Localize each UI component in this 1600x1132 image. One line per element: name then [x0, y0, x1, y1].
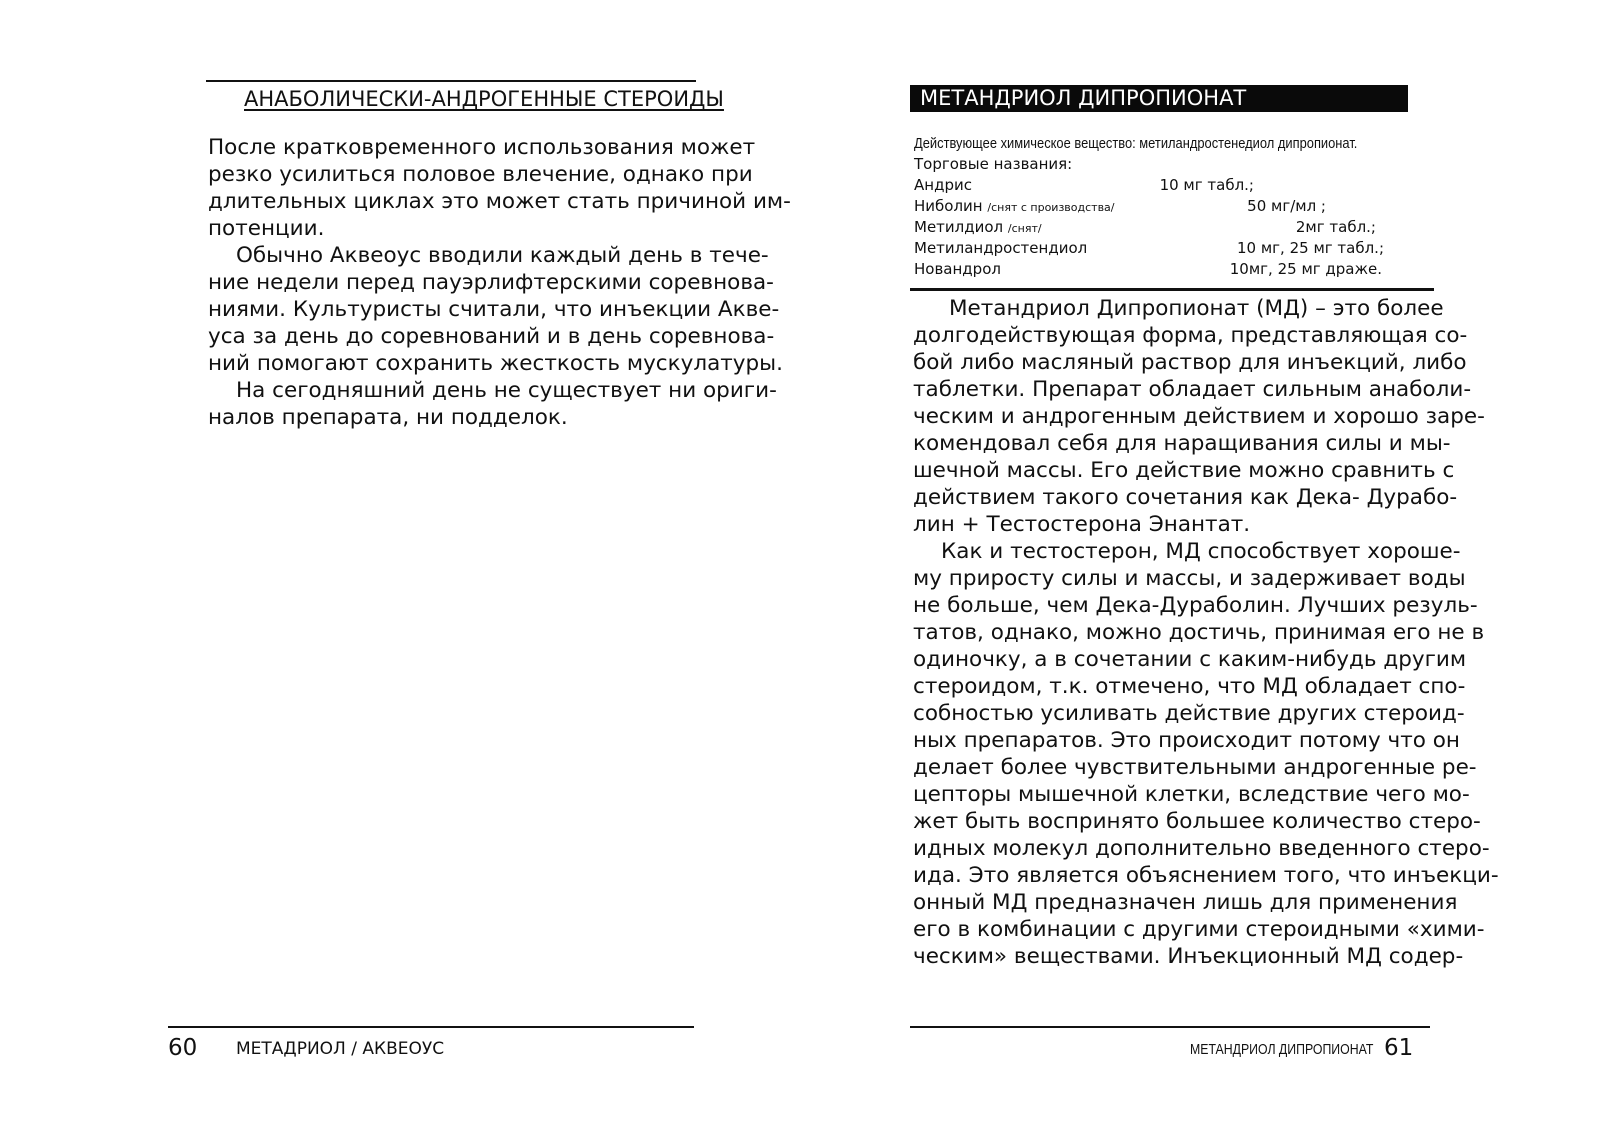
- body-line: лин + Тестостерона Энантат.: [913, 512, 1251, 537]
- body-line: собностью усиливать действие других стероид-: [913, 701, 1465, 726]
- body-line: му приросту силы и массы, и задерживает воды: [913, 566, 1466, 591]
- trade-name: Метилдиол /снят/: [914, 218, 1042, 236]
- body-line: цепторы мышечной клетки, вследствие чего мо-: [913, 782, 1470, 807]
- chapter-title-bar: МЕТАНДРИОЛ ДИПРОПИОНАТ: [910, 85, 1408, 112]
- trade-dose: 2мг табл.;: [1295, 218, 1376, 236]
- trade-name-row: [914, 238, 1444, 259]
- body-line: длительных циклах это может стать причиной им-: [208, 189, 791, 214]
- active-substance: Действующее химическое вещество: метиландростенедиол дипропионат.: [914, 135, 1358, 152]
- body-line: не больше, чем Дека-Дураболин. Лучших резуль-: [913, 593, 1478, 618]
- body-line: действием такого сочетания как Дека- Дурабо-: [913, 485, 1458, 510]
- right-page: [800, 0, 1600, 1132]
- page-number-right: 61: [1384, 1035, 1414, 1061]
- body-line: таблетки. Препарат обладает сильным анаболи-: [913, 377, 1472, 402]
- footer-title-right: МЕТАНДРИОЛ ДИПРОПИОНАТ: [1190, 1041, 1374, 1058]
- body-line: ческим и андрогенным действием и хорошо заре-: [913, 404, 1485, 429]
- body-line: идных молекул дополнительно введенного стеро-: [913, 836, 1490, 861]
- body-line: резко усилиться половое влечение, однако при: [208, 162, 753, 187]
- trade-name: Ниболин /снят с производства/: [914, 197, 1115, 215]
- body-line: онный МД предназначен лишь для применения: [913, 890, 1458, 915]
- trade-name: Метиландростендиол: [914, 239, 1088, 257]
- body-line: комендовал себя для наращивания силы и мы-: [913, 431, 1451, 456]
- body-line: его в комбинации с другими стероидными «хими-: [913, 917, 1485, 942]
- right-body-text: [913, 295, 1499, 970]
- trade-dose: 10мг, 25 мг драже.: [1229, 260, 1382, 278]
- running-head-left: АНАБОЛИЧЕСКИ-АНДРОГЕННЫЕ СТЕРОИДЫ: [206, 80, 696, 112]
- page-number-left: 60: [168, 1035, 198, 1061]
- trade-dose: 10 мг, 25 мг табл.;: [1237, 239, 1384, 257]
- body-line: ний помогают сохранить жесткость мускулатуры.: [208, 351, 783, 376]
- trade-name-row: [914, 196, 1444, 217]
- body-line: ных препаратов. Это происходит потому что он: [913, 728, 1460, 753]
- footer-title-left: МЕТАДРИОЛ / АКВЕОУС: [236, 1039, 445, 1059]
- body-line: стероидом, т.к. отмечено, что МД обладает спо-: [913, 674, 1466, 699]
- body-line: одиночку, а в сочетании с каким-нибудь другим: [913, 647, 1467, 672]
- body-line: уса за день до соревнований и в день соревнова-: [208, 324, 775, 349]
- body-line: бой либо масляный раствор для инъекций, либо: [913, 350, 1467, 375]
- footer-rule-right: [910, 1026, 1430, 1028]
- body-line: долгодействующая форма, представляющая со-: [913, 323, 1468, 348]
- trade-name-row: [914, 259, 1444, 280]
- trade-dose: 50 мг/мл ;: [1247, 197, 1326, 215]
- drug-info-block: [914, 133, 1444, 280]
- trade-note: /снят с производства/: [987, 201, 1115, 214]
- body-line: На сегодняшний день не существует ни ориги-: [236, 378, 777, 403]
- trade-name-row: [914, 175, 1444, 196]
- body-line: Обычно Аквеоус вводили каждый день в тече-: [236, 243, 769, 268]
- trade-names-heading: Торговые названия:: [914, 155, 1073, 173]
- trade-name: Андрис: [914, 176, 972, 194]
- body-line: Как и тестостерон, МД способствует хороше-: [941, 539, 1461, 564]
- info-divider: [910, 288, 1434, 291]
- body-line: ида. Это является объяснением того, что инъекци-: [913, 863, 1499, 888]
- body-line: потенции.: [208, 216, 325, 241]
- footer-rule-left: [168, 1026, 694, 1028]
- body-line: шечной массы. Его действие можно сравнить с: [913, 458, 1455, 483]
- body-line: налов препарата, ни подделок.: [208, 405, 568, 430]
- left-body-text: [208, 134, 791, 431]
- body-line: После кратковременного использования может: [208, 135, 756, 160]
- body-line: жет быть воспринято большее количество стеро-: [913, 809, 1481, 834]
- trade-name-row: [914, 217, 1444, 238]
- body-line: делает более чувствительными андрогенные ре-: [913, 755, 1477, 780]
- body-line: ние недели перед пауэрлифтерскими соревнова-: [208, 270, 774, 295]
- body-line: татов, однако, можно достичь, принимая его не в: [913, 620, 1485, 645]
- trade-name: Новандрол: [914, 260, 1001, 278]
- body-line: ниями. Культуристы считали, что инъекции Акве-: [208, 297, 780, 322]
- body-line: ческим» веществами. Инъекционный МД содер-: [913, 944, 1464, 969]
- trade-note: /снят/: [1007, 222, 1042, 235]
- trade-dose: 10 мг табл.;: [1159, 176, 1254, 194]
- body-line: Метандриол Дипропионат (МД) – это более: [949, 296, 1444, 321]
